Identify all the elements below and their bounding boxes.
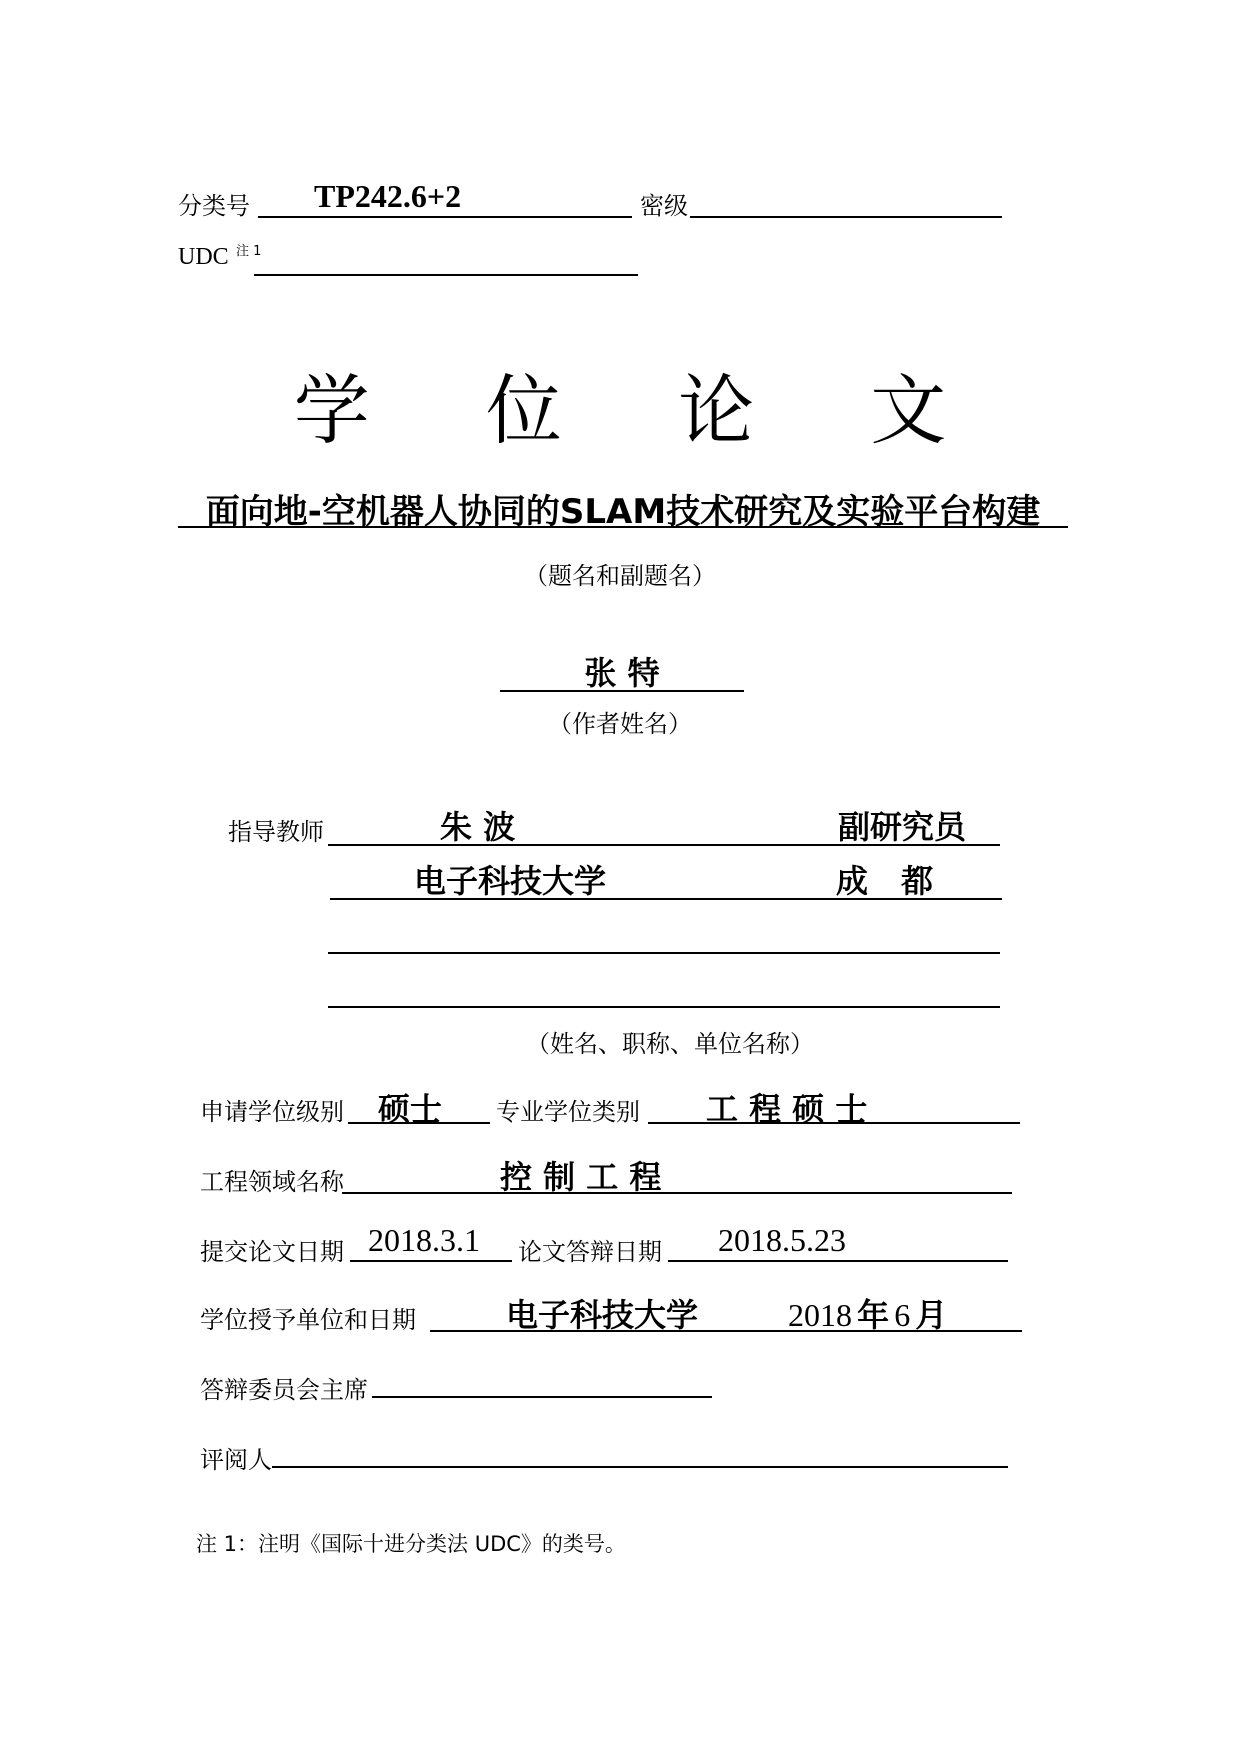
grant-month: 6	[894, 1297, 911, 1333]
thesis-title-caption: （题名和副题名）	[524, 562, 716, 590]
udc-note-mark: 注 1	[236, 244, 262, 259]
author-underline	[500, 690, 744, 692]
advisor-underline-1	[328, 844, 1000, 846]
document-title: 学 位 论 文	[293, 366, 993, 455]
field-label: 工程领域名称	[200, 1168, 344, 1196]
classification-underline	[258, 216, 632, 218]
defense-date-underline	[668, 1260, 1008, 1262]
grantor-underline	[430, 1330, 1022, 1332]
thesis-title: 面向地-空机器人协同的SLAM技术研究及实验平台构建	[205, 492, 1041, 532]
submit-date-value: 2018.3.1	[368, 1222, 480, 1258]
degree-type-value: 工 程 硕 士	[706, 1090, 868, 1128]
secrecy-underline	[690, 216, 1002, 218]
advisor-underline-4	[328, 1006, 1000, 1008]
secrecy-label: 密级	[640, 192, 688, 220]
reviewer-label: 评阅人	[200, 1446, 272, 1474]
degree-level-label: 申请学位级别	[200, 1098, 344, 1126]
advisor-institution: 电子科技大学	[414, 862, 607, 900]
advisor-title: 副研究员	[838, 808, 967, 846]
udc-underline	[254, 274, 638, 276]
grant-year: 2018	[788, 1297, 852, 1333]
udc-label: UDC	[178, 244, 229, 270]
author-name: 张 特	[584, 654, 660, 692]
advisor-underline-3	[328, 952, 1000, 954]
footnote: 注 1：注明《国际十进分类法 UDC》的类号。	[196, 1532, 626, 1556]
advisor-name: 朱 波	[440, 808, 516, 846]
defense-date-label: 论文答辩日期	[518, 1238, 662, 1266]
classification-label: 分类号	[178, 192, 250, 220]
advisor-caption: （姓名、职称、单位名称）	[526, 1030, 814, 1058]
degree-type-label: 专业学位类别	[496, 1098, 640, 1126]
degree-level-value: 硕士	[378, 1090, 443, 1128]
committee-chair-underline	[372, 1396, 712, 1398]
advisor-underline-2	[330, 898, 1002, 900]
submit-date-label: 提交论文日期	[200, 1238, 344, 1266]
grant-year-unit: 年	[857, 1296, 890, 1334]
grant-month-unit: 月	[915, 1296, 948, 1334]
degree-level-underline	[348, 1122, 490, 1124]
grantor-label: 学位授予单位和日期	[200, 1306, 416, 1334]
thesis-title-underline	[178, 526, 1068, 528]
field-underline	[342, 1192, 1012, 1194]
author-caption: （作者姓名）	[548, 710, 692, 738]
classification-value: TP242.6+2	[314, 178, 462, 214]
committee-chair-label: 答辩委员会主席	[200, 1376, 368, 1404]
defense-date-value: 2018.5.23	[718, 1222, 846, 1258]
reviewer-underline	[272, 1466, 1008, 1468]
advisor-label: 指导教师	[228, 818, 324, 846]
advisor-city: 成 都	[836, 862, 934, 900]
submit-date-underline	[350, 1260, 512, 1262]
grantor-value: 电子科技大学	[506, 1296, 699, 1334]
field-value: 控 制 工 程	[500, 1158, 662, 1196]
degree-type-underline	[648, 1122, 1020, 1124]
